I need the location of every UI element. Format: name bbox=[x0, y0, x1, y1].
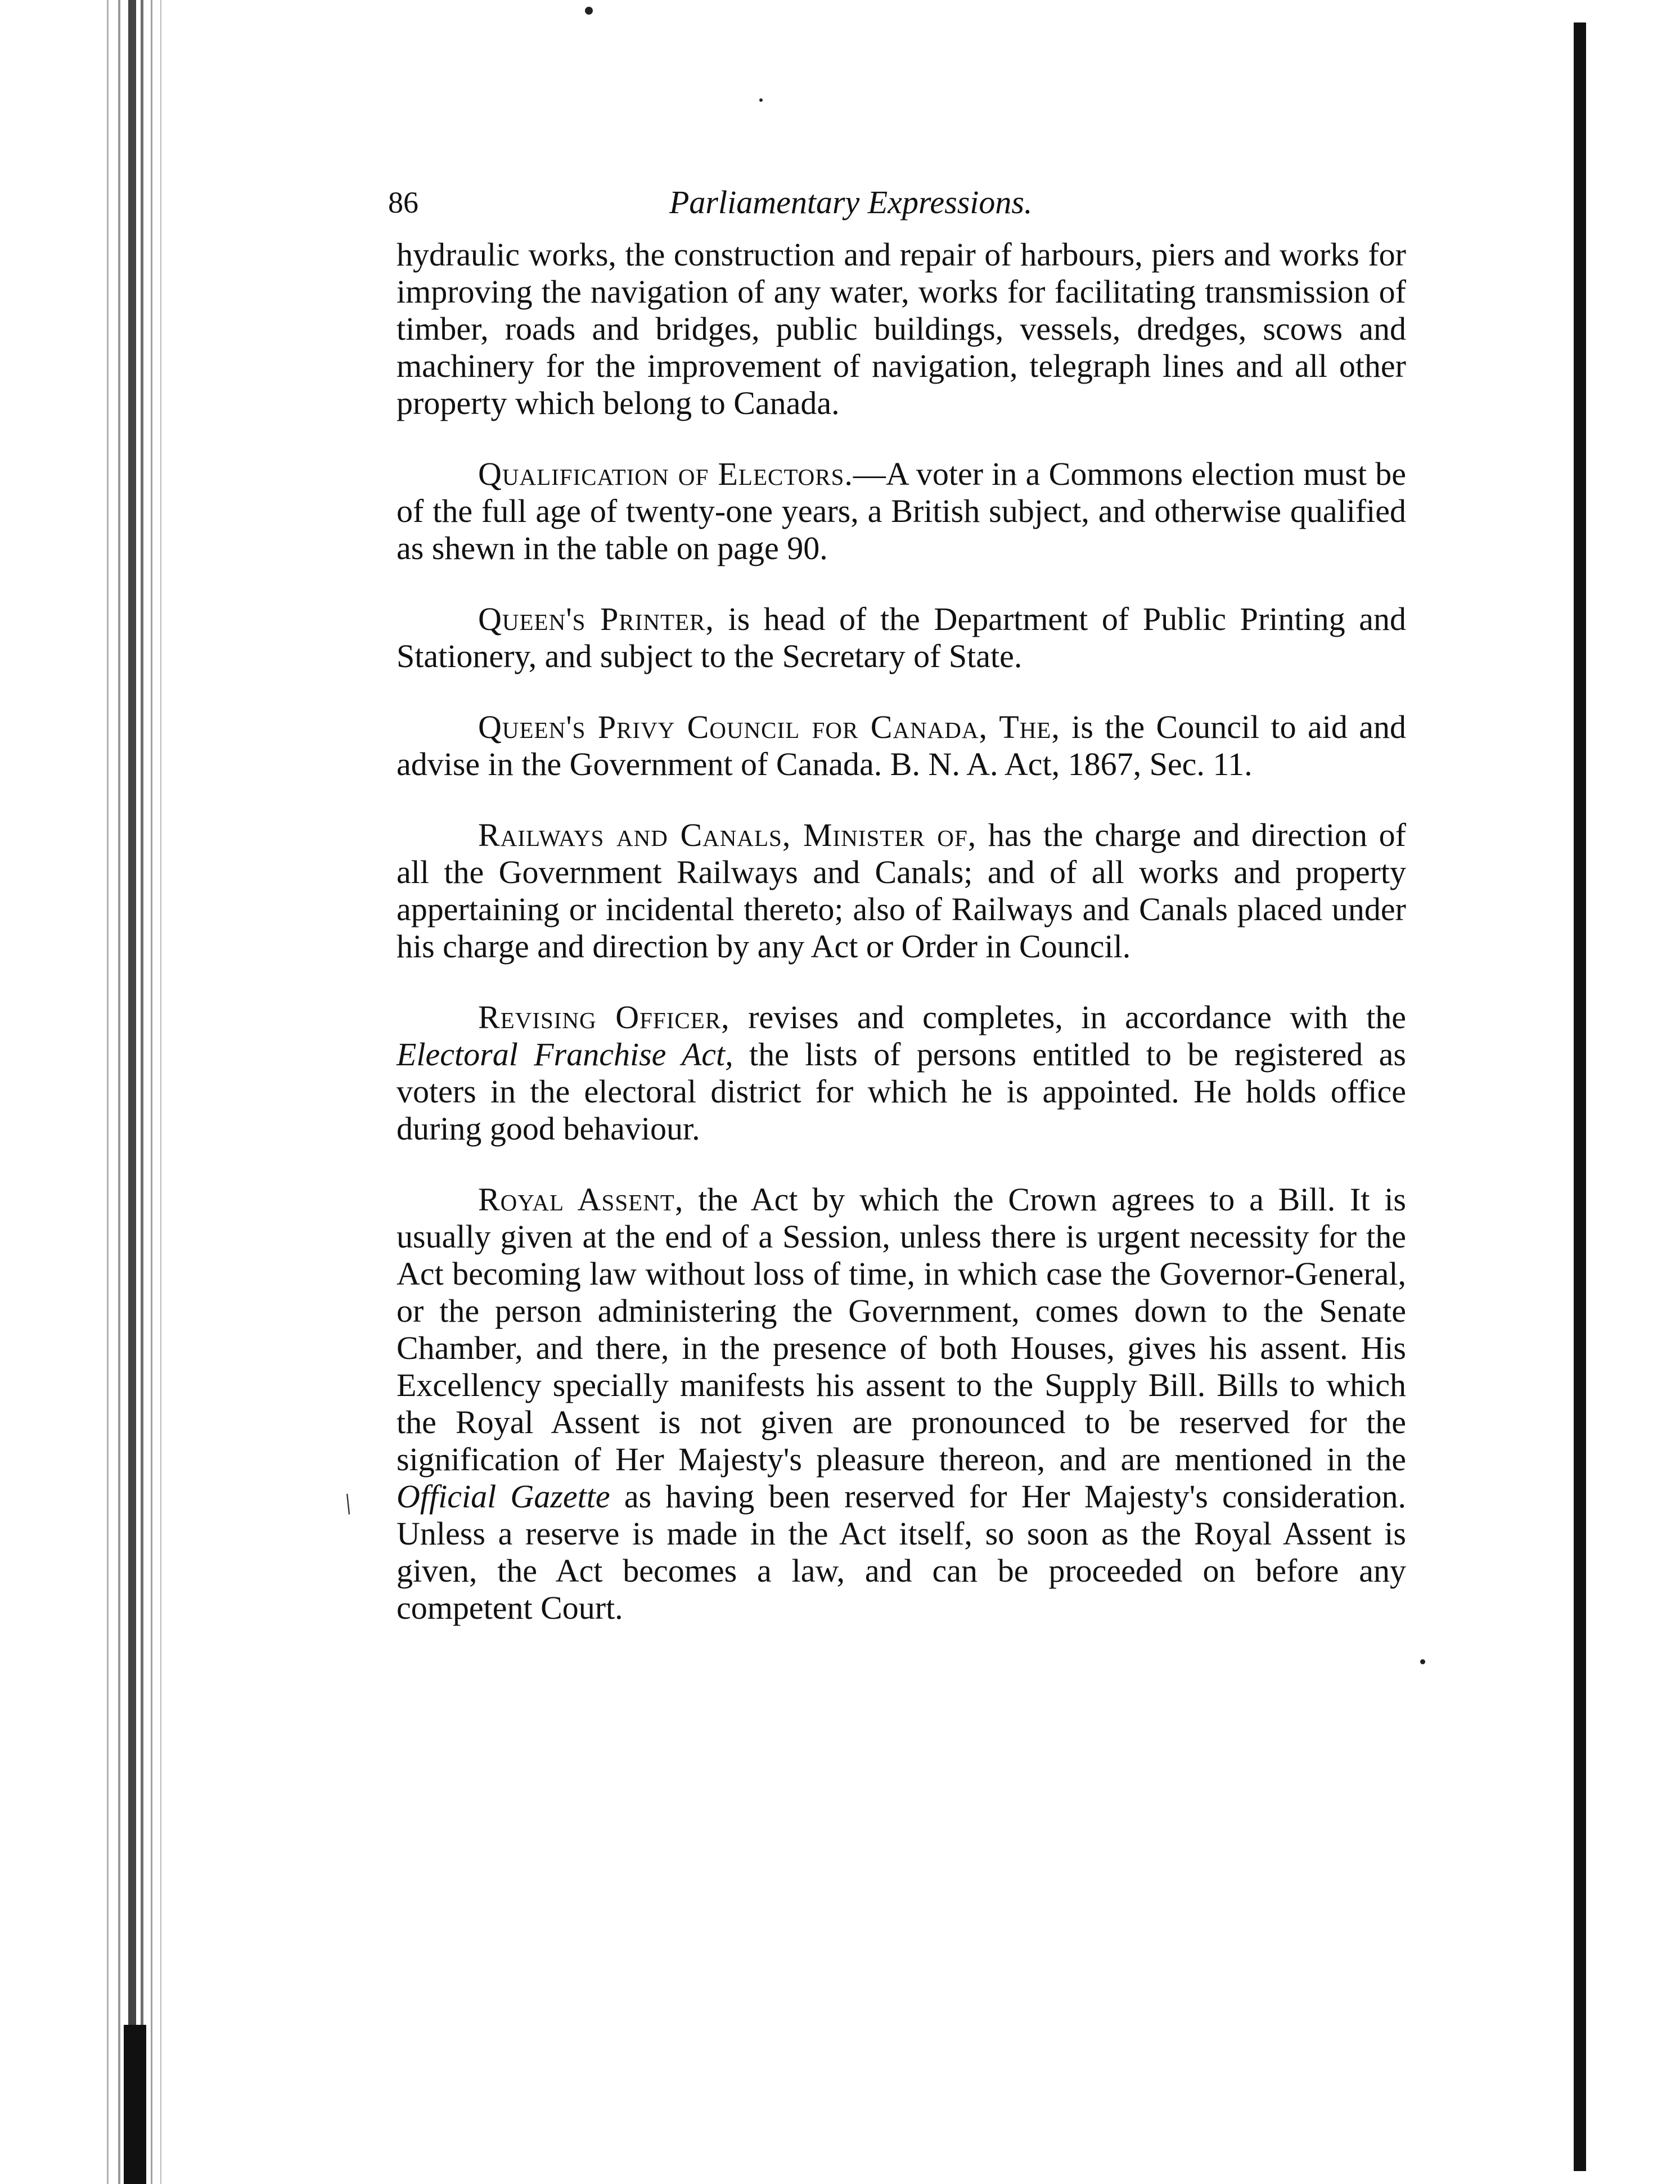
entry-text: is head of the Department of Public Printing and Stationery, and subject to the Secretary of State. bbox=[397, 601, 1406, 674]
entry-term: Royal Assent, bbox=[478, 1181, 684, 1218]
entry-text: —A voter in a Commons election must be of the full age of twenty-one years, a British subject, and otherwise qualified as shewn in the table on page 90. bbox=[397, 456, 1406, 566]
entry-term: Railways and Canals, Minister of, bbox=[478, 817, 977, 853]
entry-text: the lists of persons entitled to be registered as voters in the electoral district for which he is appointed. He holds office during good behaviour. bbox=[397, 1036, 1406, 1147]
entry-text: is the Council to aid and advise in the Government of Canada. B. N. A. Act, 1867, Sec. 11. bbox=[397, 709, 1406, 782]
scan-speck bbox=[585, 7, 593, 15]
scan-speck bbox=[759, 98, 763, 102]
italic-reference: Electoral Franchise Act, bbox=[397, 1036, 733, 1073]
margin-tick-mark: / bbox=[337, 1488, 359, 1521]
entry-text: revises and completes, in accordance with the bbox=[729, 999, 1407, 1035]
scan-speck bbox=[1420, 1659, 1425, 1664]
entry-revising-officer bbox=[397, 999, 1406, 1147]
page-body bbox=[397, 236, 1406, 1660]
entry-term: Queen's Printer, bbox=[478, 601, 714, 637]
entry-text: as having been reserved for Her Majesty's consideration. Unless a reserve is made in the Act itself, so soon as the Royal Assent is given, the Act becomes a law, and can be proceeded on before any competent Court. bbox=[397, 1478, 1406, 1626]
entry-royal-assent bbox=[397, 1181, 1406, 1627]
entry-text: the Act by which the Crown agrees to a Bill. It is usually given at the end of a Session, unless there is urgent necessity for the Act becoming law without loss of time, in which case the Governor-General, or the person administering the Government, comes down to the Senate Chamber, and there, in the presence of both Houses, gives his assent. His Excellency specially manifests his assent to the Supply Bill. Bills to which the Royal Assent is not given are pronounced to be reserved for the signification of Her Majesty's pleasure thereon, and are mentioned in the bbox=[397, 1181, 1407, 1478]
page-header bbox=[388, 180, 1400, 225]
running-title: Parliamentary Expressions. bbox=[669, 184, 1033, 220]
page-number: 86 bbox=[388, 186, 418, 219]
binding-edge bbox=[84, 0, 174, 2184]
entry-queens-privy-council bbox=[397, 709, 1406, 783]
entry-queens-printer bbox=[397, 601, 1406, 675]
continuation-paragraph: hydraulic works, the construction and repair of harbours, piers and works for improving the navigation of any water, works for facilitating transmission of timber, roads and bridges, public buildings, vessels, dredges, scows and machinery for the improvement of navigation, telegraph lines and all other property which belong to Canada. bbox=[397, 236, 1406, 421]
italic-reference: Official Gazette bbox=[397, 1478, 610, 1515]
entry-text: has the charge and direction of all the Government Railways and Canals; and of all works and property appertaining or incidental thereto; also of Railways and Canals placed under his charge and direction by any Act or Order in Council. bbox=[397, 817, 1406, 965]
entry-qualification-of-electors bbox=[397, 456, 1406, 567]
entry-term: Qualification of Electors. bbox=[478, 456, 853, 492]
page-edge-rule bbox=[1574, 22, 1586, 2171]
entry-term: Revising Officer, bbox=[478, 999, 730, 1035]
entry-term: Queen's Privy Council for Canada, The, bbox=[478, 709, 1060, 745]
entry-railways-and-canals bbox=[397, 817, 1406, 965]
